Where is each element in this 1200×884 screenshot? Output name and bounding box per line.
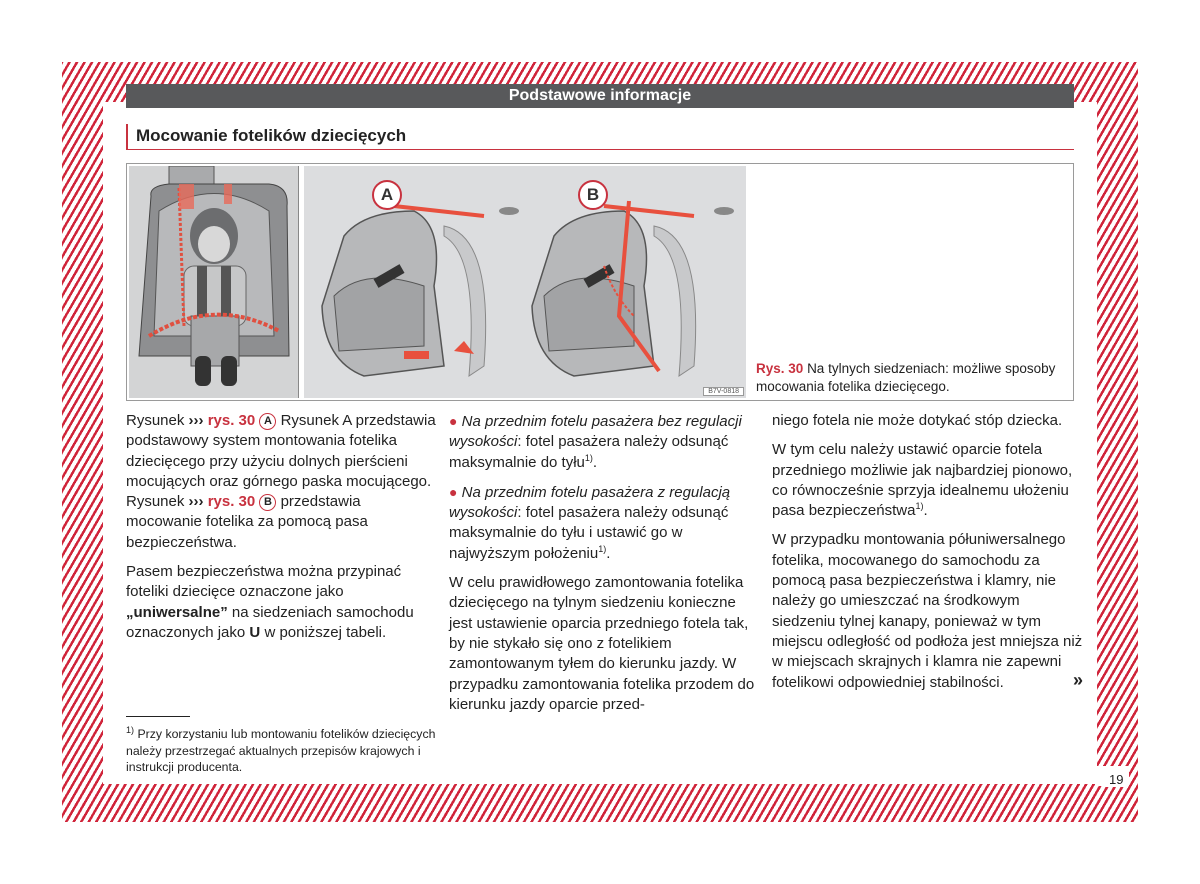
paragraph-semi-universal: W przypadku montowania półuniwersalnego fotelika, mocowanego do samochodu za pomocą pasa bezpieczeństwa i klamry, nie należy go umieszczać na środkowym siedzeniu tylnej kanapy, ponieważ w tym miejscu odległość od podłoża jest mniejsza niż w miejscach skrajnych i klamra nie zapewni fotelikowi odpowiedniej stabilności. (772, 531, 1083, 691)
text-body: W tym celu należy ustawić oparcie fotela przedniego możliwie jak najbardziej pionowo, co równocześnie sprzyja idealnemu ułożeniu pasa bezpieczeństwa (772, 441, 1073, 520)
paragraph-front-seat: W celu prawidłowego zamontowania fotelika dziecięcego na tylnym siedzeniu konieczne jest ustawienie oparcia przedniego fotela tak, by nie stykało się ono z fotelikiem zamontowanym tyłem do kierunku jazdy. W przypadku zamontowania fotelika przodem do kierunku jazdy oparcie przed- (449, 574, 755, 713)
italic-term: Na przednim fotelu pasażera z regulacją wysokości (449, 483, 731, 522)
punctuation: . (592, 453, 598, 471)
footnote-divider (126, 716, 190, 717)
text-body: Pasem bezpieczeństwa można przypinać foteliki dziecięce oznaczone jako (126, 563, 402, 601)
bold-term: „uniwersalne” (126, 603, 228, 621)
text-column-2 (449, 411, 759, 724)
caption-text: Na tylnych siedzeniach: możliwe sposoby mocowania fotelika dziecięcego. (756, 361, 1056, 394)
continue-icon: » (1073, 670, 1084, 690)
text-column-3 (772, 411, 1084, 702)
text-body: : fotel pasażera należy odsunąć maksymalnie do tyłu (449, 433, 729, 471)
reference-arrows: ››› (188, 412, 204, 429)
child-in-seat-image (129, 166, 298, 398)
figure-caption (756, 360, 1056, 396)
paragraph-continuation: niego fotela nie może dotykać stóp dziecka. (772, 412, 1063, 429)
chapter-header: Podstawowe informacje (126, 84, 1074, 108)
bullet-item (449, 411, 759, 473)
child-seat-side-illustrations (304, 166, 746, 398)
footnote (126, 726, 436, 776)
text-column-1 (126, 411, 436, 652)
page-number: 19 (1106, 772, 1126, 787)
figure-30 (126, 163, 1074, 401)
bullet-icon: ● (449, 413, 458, 429)
seat-mounting-image (304, 166, 746, 398)
punctuation: . (923, 502, 928, 520)
circle-a-icon: A (259, 413, 276, 430)
text-body: Rysunek A przedstawia podstawowy system montowania fotelika dziecięcego przy użyciu dolnych pierścieni mocujących oraz górnego paska mocującego. Rysunek (126, 412, 436, 511)
label-b-marker: B (578, 180, 608, 210)
bullet-icon: ● (449, 483, 458, 500)
paragraph-universal-seats (126, 562, 436, 643)
reference-arrows: ››› (188, 493, 204, 511)
circle-b-icon: B (259, 494, 276, 511)
section-title: Mocowanie fotelików dziecięcych (126, 124, 1074, 150)
footnote-ref[interactable]: 1) (584, 452, 593, 463)
child-seat-front-illustration (129, 166, 299, 398)
footnote-ref[interactable]: 1) (598, 543, 607, 554)
bullet-item (449, 482, 759, 564)
paragraph-backrest (772, 440, 1084, 521)
text-body: : fotel pasażera należy odsunąć maksymalnie do tyłu i ustawić go w najwyższym położeniu (449, 504, 729, 562)
text-lead: Rysunek (126, 412, 185, 429)
punctuation: . (606, 544, 611, 562)
figure-code: B7V-0818 (703, 387, 744, 396)
header-backdrop (126, 62, 1074, 84)
footnote-marker: 1) (126, 724, 135, 735)
caption-ref: Rys. 30 (756, 361, 804, 376)
figure-link-b[interactable]: rys. 30 (207, 493, 256, 511)
italic-term: Na przednim fotelu pasażera bez regulacji wysokości (449, 413, 742, 451)
footnote-ref[interactable]: 1) (915, 501, 924, 512)
figure-link-a[interactable]: rys. 30 (207, 412, 256, 429)
label-a-marker: A (372, 180, 402, 210)
bold-term: U (249, 623, 261, 641)
text-body: na siedzeniach samochodu oznaczonych jako (126, 603, 414, 641)
text-body: w poniższej tabeli. (264, 623, 387, 641)
text-body: przedstawia mocowanie fotelika za pomocą pasa bezpieczeństwa. (126, 493, 368, 551)
paragraph-figure-description (126, 411, 436, 553)
footnote-text: Przy korzystaniu lub montowaniu fotelików dziecięcych należy przestrzegać aktualnych przepisów krajowych i instrukcji producenta. (126, 727, 436, 774)
